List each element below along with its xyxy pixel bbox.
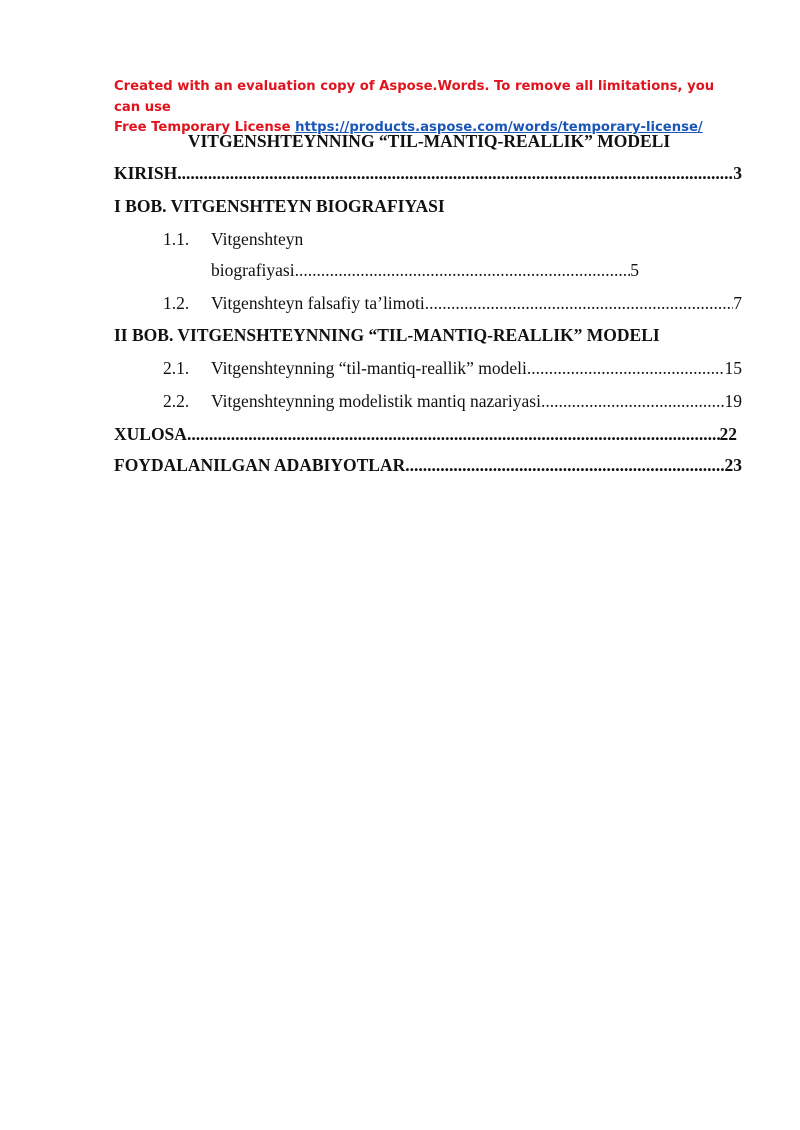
toc-entry-2-2[interactable] xyxy=(163,390,742,412)
toc-entry-text: II BOB. VITGENSHTEYNNING “TIL-MANTIQ-REALLIK” MODELI xyxy=(114,325,660,345)
license-link[interactable]: https://products.aspose.com/words/temporary-license/ xyxy=(295,120,703,135)
toc-entry-text: FOYDALANILGAN ADABIYOTLAR xyxy=(114,455,406,475)
toc-leader-dots xyxy=(527,357,725,379)
toc-entry-text: Vitgenshteynning modelistik mantiq nazariyasi xyxy=(211,391,541,411)
toc-leader-dots xyxy=(187,423,720,445)
toc-page-number: 15 xyxy=(724,358,742,378)
toc-leader-dots xyxy=(541,390,725,412)
watermark-license-label: Free Temporary License xyxy=(114,120,296,135)
toc-entry-text: Vitgenshteyn falsafiy ta’limoti xyxy=(211,293,425,313)
toc-page-number: 5 xyxy=(630,260,639,280)
toc-entry-1-1[interactable] xyxy=(163,228,742,250)
toc-leader-dots xyxy=(405,454,724,476)
toc-entry-text: Vitgenshteynning “til-mantiq-reallik” modeli xyxy=(211,358,527,378)
toc-chapter-1[interactable] xyxy=(114,195,742,217)
toc-section-number: 1.1. xyxy=(163,229,190,249)
toc-page-number: 19 xyxy=(724,391,742,411)
toc-entry-1-2[interactable] xyxy=(163,292,742,314)
toc-entry-text: KIRISH xyxy=(114,163,178,183)
toc-entry-text: biografiyasi xyxy=(211,260,295,280)
toc-chapter-2[interactable] xyxy=(114,324,742,346)
toc-entry-text: Vitgenshteyn xyxy=(211,229,304,249)
toc-page-number: 23 xyxy=(724,455,742,475)
toc-entry-adabiyotlar[interactable] xyxy=(114,454,742,476)
toc-entry-kirish[interactable] xyxy=(114,162,742,184)
watermark-line-1: Created with an evaluation copy of Aspose.Words. To remove all limitations, you can use xyxy=(114,79,715,115)
toc-page-number: 3 xyxy=(733,163,742,183)
toc-page-number: 22 xyxy=(719,424,737,444)
toc-entry-2-1[interactable] xyxy=(163,357,742,379)
toc-leader-dots xyxy=(177,162,733,184)
toc-entry-text: XULOSA xyxy=(114,424,187,444)
toc-entry-1-1-continued[interactable] xyxy=(211,259,639,281)
toc-section-number: 1.2. xyxy=(163,293,190,313)
toc-leader-dots xyxy=(295,259,631,281)
toc-leader-dots xyxy=(425,292,733,314)
toc-entry-xulosa[interactable] xyxy=(114,423,737,445)
toc-section-number: 2.2. xyxy=(163,391,190,411)
document-title: VITGENSHTEYNNING “TIL-MANTIQ-REALLIK” MODELI xyxy=(187,131,671,151)
toc-entry-text: I BOB. VITGENSHTEYN BIOGRAFIYASI xyxy=(114,196,445,216)
toc-page-number: 7 xyxy=(733,293,742,313)
toc-section-number: 2.1. xyxy=(163,358,190,378)
